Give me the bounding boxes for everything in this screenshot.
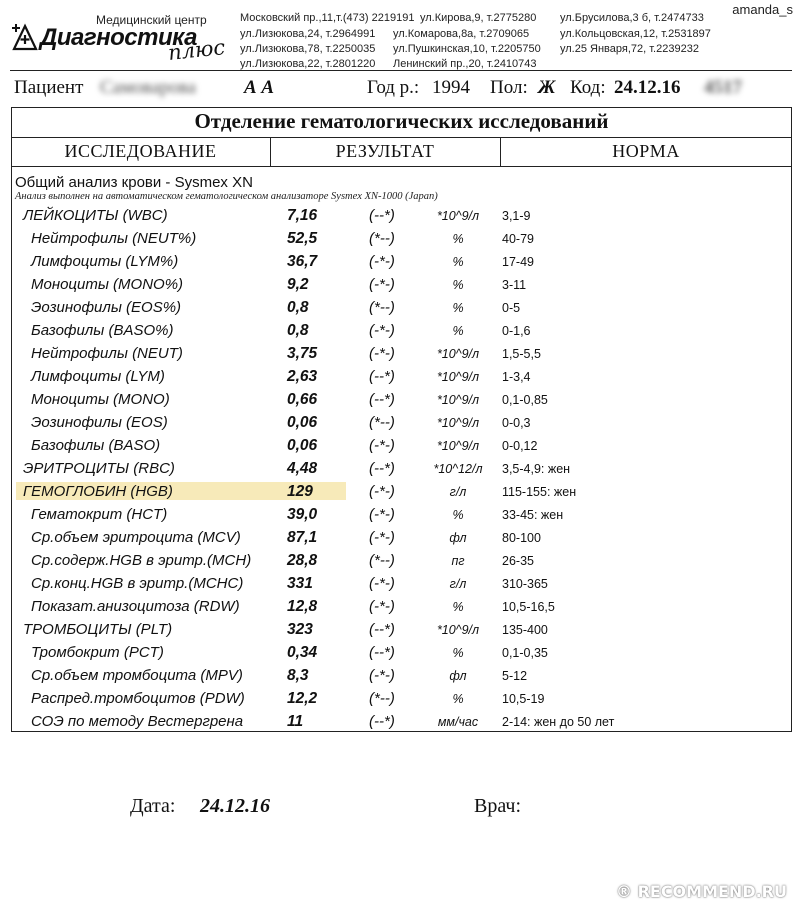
row-unit: фл — [449, 531, 467, 545]
row-result-flag: (-*-) — [369, 345, 395, 362]
row-result-flag: (-*-) — [369, 506, 395, 523]
row-reference-range: 26-35 — [502, 554, 534, 568]
row-test-name: Лимфоциты (LYM) — [31, 368, 165, 385]
table-row — [0, 483, 799, 506]
row-reference-range: 0,1-0,85 — [502, 393, 548, 407]
row-test-name: ЭРИТРОЦИТЫ (RBC) — [23, 460, 175, 477]
row-reference-range: 0-5 — [502, 301, 521, 315]
row-test-name: ГЕМОГЛОБИН (HGB) — [23, 483, 173, 500]
table-row — [0, 368, 799, 391]
doctor-label: Врач: — [474, 795, 522, 817]
row-unit: *10^12/л — [433, 462, 483, 476]
row-unit: % — [452, 324, 464, 338]
row-result-value: 11 — [287, 713, 304, 730]
address: ул.Брусилова,3 б, т.2474733 — [560, 12, 704, 24]
row-unit: *10^9/л — [436, 347, 480, 361]
row-result-flag: (*--) — [369, 552, 395, 569]
address: Ленинский пр.,20, т.2410743 — [393, 58, 537, 70]
row-result-flag: (-*-) — [369, 575, 395, 592]
sex-value: Ж — [538, 77, 556, 98]
row-reference-range: 310-365 — [502, 577, 548, 591]
address: ул.Кирова,9, т.2775280 — [420, 12, 537, 24]
table-row — [0, 253, 799, 276]
row-test-name: Гематокрит (HCT) — [31, 506, 168, 523]
row-result-flag: (--*) — [369, 207, 395, 224]
table-row — [0, 552, 799, 575]
row-result-value: 0,06 — [287, 437, 318, 454]
row-unit: % — [452, 278, 464, 292]
column-header-result: РЕЗУЛЬТАТ — [335, 141, 435, 161]
row-result-value: 39,0 — [287, 506, 318, 523]
row-result-flag: (*--) — [369, 690, 395, 707]
clinic-logo-icon — [12, 22, 38, 52]
row-reference-range: 3,5-4,9: жен — [502, 462, 571, 476]
row-test-name: Нейтрофилы (NEUT) — [31, 345, 183, 362]
table-row — [0, 437, 799, 460]
row-result-value: 0,66 — [287, 391, 318, 408]
column-header-study: ИССЛЕДОВАНИЕ — [64, 141, 217, 161]
row-result-flag: (*--) — [369, 414, 395, 431]
table-row — [0, 299, 799, 322]
row-unit: % — [452, 255, 464, 269]
row-test-name: Моноциты (MONO) — [31, 391, 170, 408]
address: ул.Комарова,8а, т.2709065 — [393, 28, 530, 40]
row-reference-range: 80-100 — [502, 531, 541, 545]
row-test-name: Ср.конц.HGB в эритр.(MCHC) — [31, 575, 244, 592]
row-result-value: 3,75 — [287, 345, 318, 362]
table-row — [0, 506, 799, 529]
row-result-value: 7,16 — [287, 207, 318, 224]
row-unit: мм/час — [437, 715, 479, 729]
row-test-name: ТРОМБОЦИТЫ (PLT) — [23, 621, 173, 638]
table-row — [0, 713, 799, 736]
row-test-name: Нейтрофилы (NEUT%) — [31, 230, 197, 247]
row-unit: % — [452, 646, 464, 660]
table-row — [0, 667, 799, 690]
row-result-flag: (-*-) — [369, 276, 395, 293]
row-result-value: 9,2 — [287, 276, 309, 293]
patient-label: Пациент — [14, 77, 84, 98]
row-result-flag: (--*) — [369, 368, 395, 385]
row-result-flag: (-*-) — [369, 322, 395, 339]
row-reference-range: 135-400 — [502, 623, 548, 637]
row-unit: фл — [449, 669, 467, 683]
table-row — [0, 276, 799, 299]
row-result-flag: (--*) — [369, 391, 395, 408]
row-test-name: Распред.тромбоцитов (PDW) — [31, 690, 245, 707]
row-result-flag: (-*-) — [369, 598, 395, 615]
row-test-name: Тромбокрит (PCT) — [31, 644, 164, 661]
site-watermark-text: RECOMMEND.RU — [637, 882, 787, 901]
row-result-flag: (*--) — [369, 230, 395, 247]
row-result-value: 4,48 — [287, 460, 318, 477]
row-reference-range: 0,1-0,35 — [502, 646, 548, 660]
column-header-norm: НОРМА — [612, 141, 680, 161]
clinic-name-plus: плюс — [166, 35, 227, 65]
row-unit: % — [452, 301, 464, 315]
row-reference-range: 115-155: жен — [502, 485, 577, 499]
row-reference-range: 2-14: жен до 50 лет — [502, 715, 615, 729]
row-result-value: 331 — [287, 575, 313, 592]
table-row — [0, 414, 799, 437]
row-result-value: 28,8 — [287, 552, 318, 569]
address: ул.Пушкинская,10, т.2205750 — [393, 43, 541, 55]
row-test-name: Ср.объем эритроцита (MCV) — [31, 529, 241, 546]
row-test-name: Базофилы (BASO%) — [31, 322, 174, 339]
table-row — [0, 644, 799, 667]
row-test-name: Лимфоциты (LYM%) — [31, 253, 179, 270]
row-result-flag: (-*-) — [369, 437, 395, 454]
row-unit: *10^9/л — [436, 416, 480, 430]
row-result-value: 36,7 — [287, 253, 318, 270]
row-reference-range: 10,5-19 — [502, 692, 545, 706]
table-row — [0, 598, 799, 621]
table-divider — [11, 137, 792, 138]
row-unit: % — [452, 508, 464, 522]
table-row — [0, 529, 799, 552]
row-test-name: Эозинофилы (EOS%) — [31, 299, 182, 316]
row-result-flag: (--*) — [369, 621, 395, 638]
row-result-value: 12,2 — [287, 690, 318, 707]
row-reference-range: 40-79 — [502, 232, 534, 246]
row-result-value: 12,8 — [287, 598, 318, 615]
row-unit: *10^9/л — [436, 623, 480, 637]
row-reference-range: 0-1,6 — [502, 324, 531, 338]
row-unit: % — [452, 600, 464, 614]
table-row — [0, 621, 799, 644]
row-test-name: ЛЕЙКОЦИТЫ (WBC) — [23, 207, 168, 224]
row-unit: г/л — [449, 577, 467, 591]
row-result-value: 87,1 — [287, 529, 318, 546]
clinic-name: Диагностика — [40, 24, 197, 51]
date-value: 24.12.16 — [200, 795, 270, 817]
date-label: Дата: — [130, 795, 176, 817]
row-result-flag: (--*) — [369, 713, 395, 730]
address: ул.25 Января,72, т.2239232 — [560, 43, 699, 55]
address: Московский пр.,11,т.(473) 2219191 — [240, 12, 415, 24]
row-unit: *10^9/л — [436, 393, 480, 407]
row-reference-range: 17-49 — [502, 255, 534, 269]
table-row — [0, 391, 799, 414]
row-unit: % — [452, 692, 464, 706]
row-result-value: 8,3 — [287, 667, 309, 684]
clinic-subtitle: Медицинский центр — [96, 13, 207, 27]
row-test-name: Моноциты (MONO%) — [31, 276, 184, 293]
table-divider — [11, 166, 792, 167]
code-label: Код: — [570, 77, 606, 98]
row-unit: % — [452, 232, 464, 246]
code-value: 24.12.16 — [614, 77, 681, 98]
row-result-value: 0,34 — [287, 644, 318, 661]
table-row — [0, 322, 799, 345]
row-result-value: 2,63 — [287, 368, 318, 385]
row-reference-range: 1-3,4 — [502, 370, 531, 384]
row-reference-range: 0-0,3 — [502, 416, 531, 430]
row-result-flag: (--*) — [369, 644, 395, 661]
birth-year-label: Год р.: — [367, 77, 420, 98]
user-watermark: amanda_s — [732, 2, 793, 17]
row-test-name: Ср.содерж.HGB в эритр.(MCH) — [31, 552, 252, 569]
sex-label: Пол: — [490, 77, 528, 98]
table-row — [0, 460, 799, 483]
row-test-name: Базофилы (BASO) — [31, 437, 161, 454]
row-reference-range: 10,5-16,5 — [502, 600, 555, 614]
table-row — [0, 207, 799, 230]
row-test-name: Эозинофилы (EOS) — [31, 414, 168, 431]
group-title: Общий анализ крови - Sysmex XN — [15, 174, 253, 191]
row-unit: *10^9/л — [436, 370, 480, 384]
row-unit: *10^9/л — [436, 439, 480, 453]
row-unit: г/л — [449, 485, 467, 499]
address: ул.Лизюкова,78, т.2250035 — [240, 43, 376, 55]
code-suffix-hidden: 4517 — [704, 77, 742, 98]
row-reference-range: 1,5-5,5 — [502, 347, 541, 361]
site-watermark: ® RECOMMEND.RU — [615, 882, 787, 901]
address: ул.Кольцовская,12, т.2531897 — [560, 28, 711, 40]
row-test-name: Показат.анизоцитоза (RDW) — [31, 598, 240, 615]
row-reference-range: 3,1-9 — [502, 209, 531, 223]
row-result-flag: (-*-) — [369, 483, 395, 500]
row-result-value: 52,5 — [287, 230, 318, 247]
birth-year: 1994 — [432, 77, 470, 98]
row-reference-range: 5-12 — [502, 669, 528, 683]
row-test-name: СОЭ по методу Вестергрена — [31, 713, 244, 730]
row-result-value: 129 — [287, 483, 313, 500]
row-reference-range: 0-0,12 — [502, 439, 538, 453]
row-unit: пг — [451, 554, 465, 568]
row-test-name: Ср.объем тромбоцита (MPV) — [31, 667, 243, 684]
group-note: Анализ выполнен на автоматическом гематологическом анализаторе Sysmex XN-1000 (Japan) — [15, 191, 438, 202]
table-row — [0, 230, 799, 253]
row-result-flag: (-*-) — [369, 253, 395, 270]
row-result-value: 0,8 — [287, 299, 309, 316]
patient-name-hidden: Самоварова — [100, 77, 196, 98]
row-reference-range: 33-45: жен — [502, 508, 564, 522]
row-result-flag: (--*) — [369, 460, 395, 477]
row-result-flag: (-*-) — [369, 529, 395, 546]
row-result-flag: (*--) — [369, 299, 395, 316]
row-unit: *10^9/л — [436, 209, 480, 223]
table-row — [0, 345, 799, 368]
address: ул.Лизюкова,24, т.2964991 — [240, 28, 376, 40]
table-row — [0, 690, 799, 713]
patient-initials: А А — [244, 77, 275, 98]
address: ул.Лизюкова,22, т.2801220 — [240, 58, 376, 70]
row-result-flag: (-*-) — [369, 667, 395, 684]
row-result-value: 0,06 — [287, 414, 318, 431]
row-result-value: 323 — [287, 621, 313, 638]
table-row — [0, 575, 799, 598]
row-result-value: 0,8 — [287, 322, 309, 339]
department-title: Отделение гематологических исследований — [194, 109, 609, 133]
row-reference-range: 3-11 — [502, 278, 527, 292]
